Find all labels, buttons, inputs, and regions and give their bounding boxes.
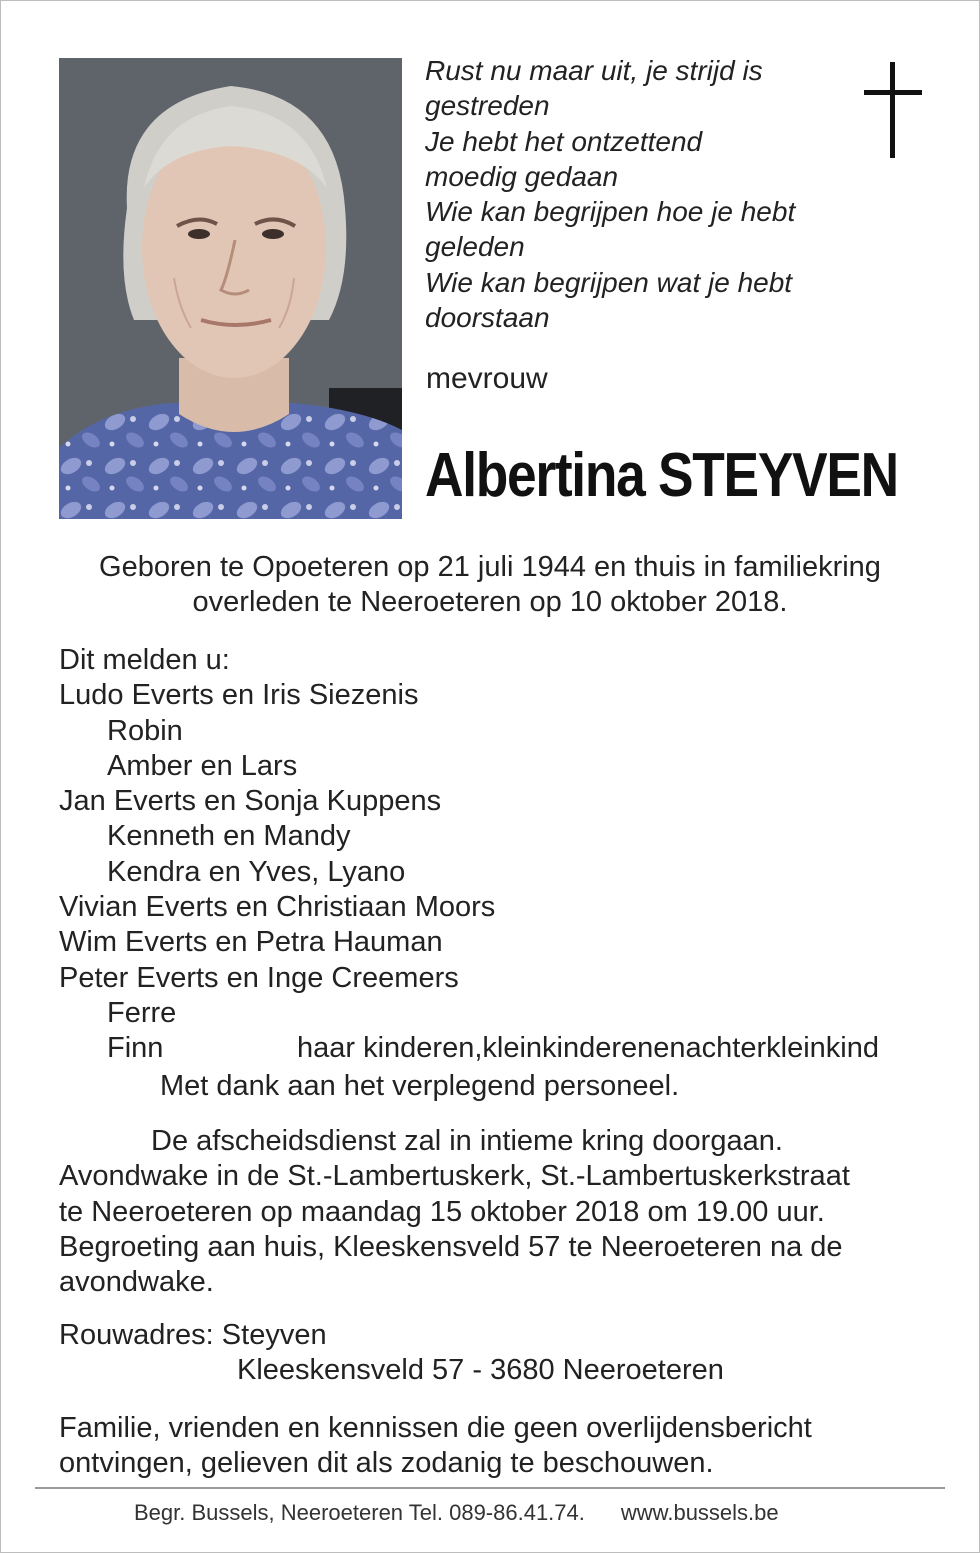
service-line: avondwake.: [59, 1266, 214, 1299]
address-label: Rouwadres: Steyven: [59, 1319, 327, 1351]
birth-death-statement: [40, 550, 940, 621]
poem-line: gestreden: [425, 90, 550, 122]
thanks-line: Met dank aan het verplegend personeel.: [160, 1070, 680, 1102]
service-line: De afscheidsdienst zal in intieme kring doorgaan.: [151, 1125, 783, 1157]
portrait-illustration: [59, 58, 402, 519]
service-details: [59, 1124, 939, 1300]
address-street: Kleeskensveld 57 - 3680 Neeroeteren: [237, 1354, 724, 1387]
mourning-address: [59, 1318, 724, 1389]
family-announcement: [59, 643, 939, 1067]
poem-line: doorstaan: [425, 302, 550, 334]
family-member: Wim Everts en Petra Hauman: [59, 926, 443, 959]
notice-line: Familie, vrienden en kennissen die geen overlijdensbericht: [59, 1412, 812, 1444]
poem-line: Rust nu maar uit, je strijd is: [425, 55, 763, 86]
footer: [134, 1500, 779, 1526]
memorial-poem: [425, 53, 845, 335]
poem-line: geleden: [425, 231, 525, 263]
poem-line: moedig gedaan: [425, 160, 619, 192]
family-member-row: [59, 1031, 939, 1066]
funeral-home-info: Begr. Bussels, Neeroeteren Tel. 089-86.41.74.: [134, 1500, 585, 1525]
poem-line: Wie kan begrijpen wat je hebt: [425, 266, 793, 298]
footer-divider: [35, 1487, 945, 1489]
poem-line: Wie kan begrijpen hoe je hebt: [425, 196, 796, 228]
family-relation: haar kinderen,kleinkinderenenachterkleinkind: [297, 1032, 879, 1065]
family-member: Vivian Everts en Christiaan Moors: [59, 891, 496, 924]
family-member: Kendra en Yves, Lyano: [107, 855, 406, 888]
cross-icon: [864, 62, 922, 158]
death-line: overleden te Neeroeteren op 10 oktober 2018.: [192, 586, 788, 619]
family-member: Amber en Lars: [107, 749, 298, 782]
deceased-name: Albertina STEYVEN: [425, 441, 898, 510]
family-member: Jan Everts en Sonja Kuppens: [59, 785, 442, 818]
family-member: Robin: [107, 714, 183, 747]
family-member: Ludo Everts en Iris Siezenis: [59, 679, 419, 712]
family-member: Peter Everts en Inge Creemers: [59, 961, 459, 994]
announce-intro: Dit melden u:: [59, 644, 230, 676]
service-line: te Neeroeteren op maandag 15 oktober 2018 om 19.00 uur.: [59, 1195, 825, 1228]
family-member: Finn: [107, 1032, 164, 1065]
notice-line: ontvingen, gelieven dit als zodanig te beschouwen.: [59, 1447, 714, 1480]
service-line: Begroeting aan huis, Kleeskensveld 57 te Neeroeteren na de: [59, 1230, 843, 1263]
poem-line: Je hebt het ontzettend: [425, 125, 703, 157]
portrait-photo: [59, 58, 402, 519]
family-member: Ferre: [107, 996, 177, 1029]
family-member: Kenneth en Mandy: [107, 820, 351, 853]
deceased-title: mevrouw: [426, 362, 548, 395]
website-link[interactable]: www.bussels.be: [620, 1500, 779, 1525]
service-line: Avondwake in de St.-Lambertuskerk, St.-Lambertuskerkstraat: [59, 1160, 850, 1193]
notice-text: [59, 1411, 812, 1482]
birth-line: Geboren te Opoeteren op 21 juli 1944 en thuis in familiekring: [99, 551, 881, 583]
